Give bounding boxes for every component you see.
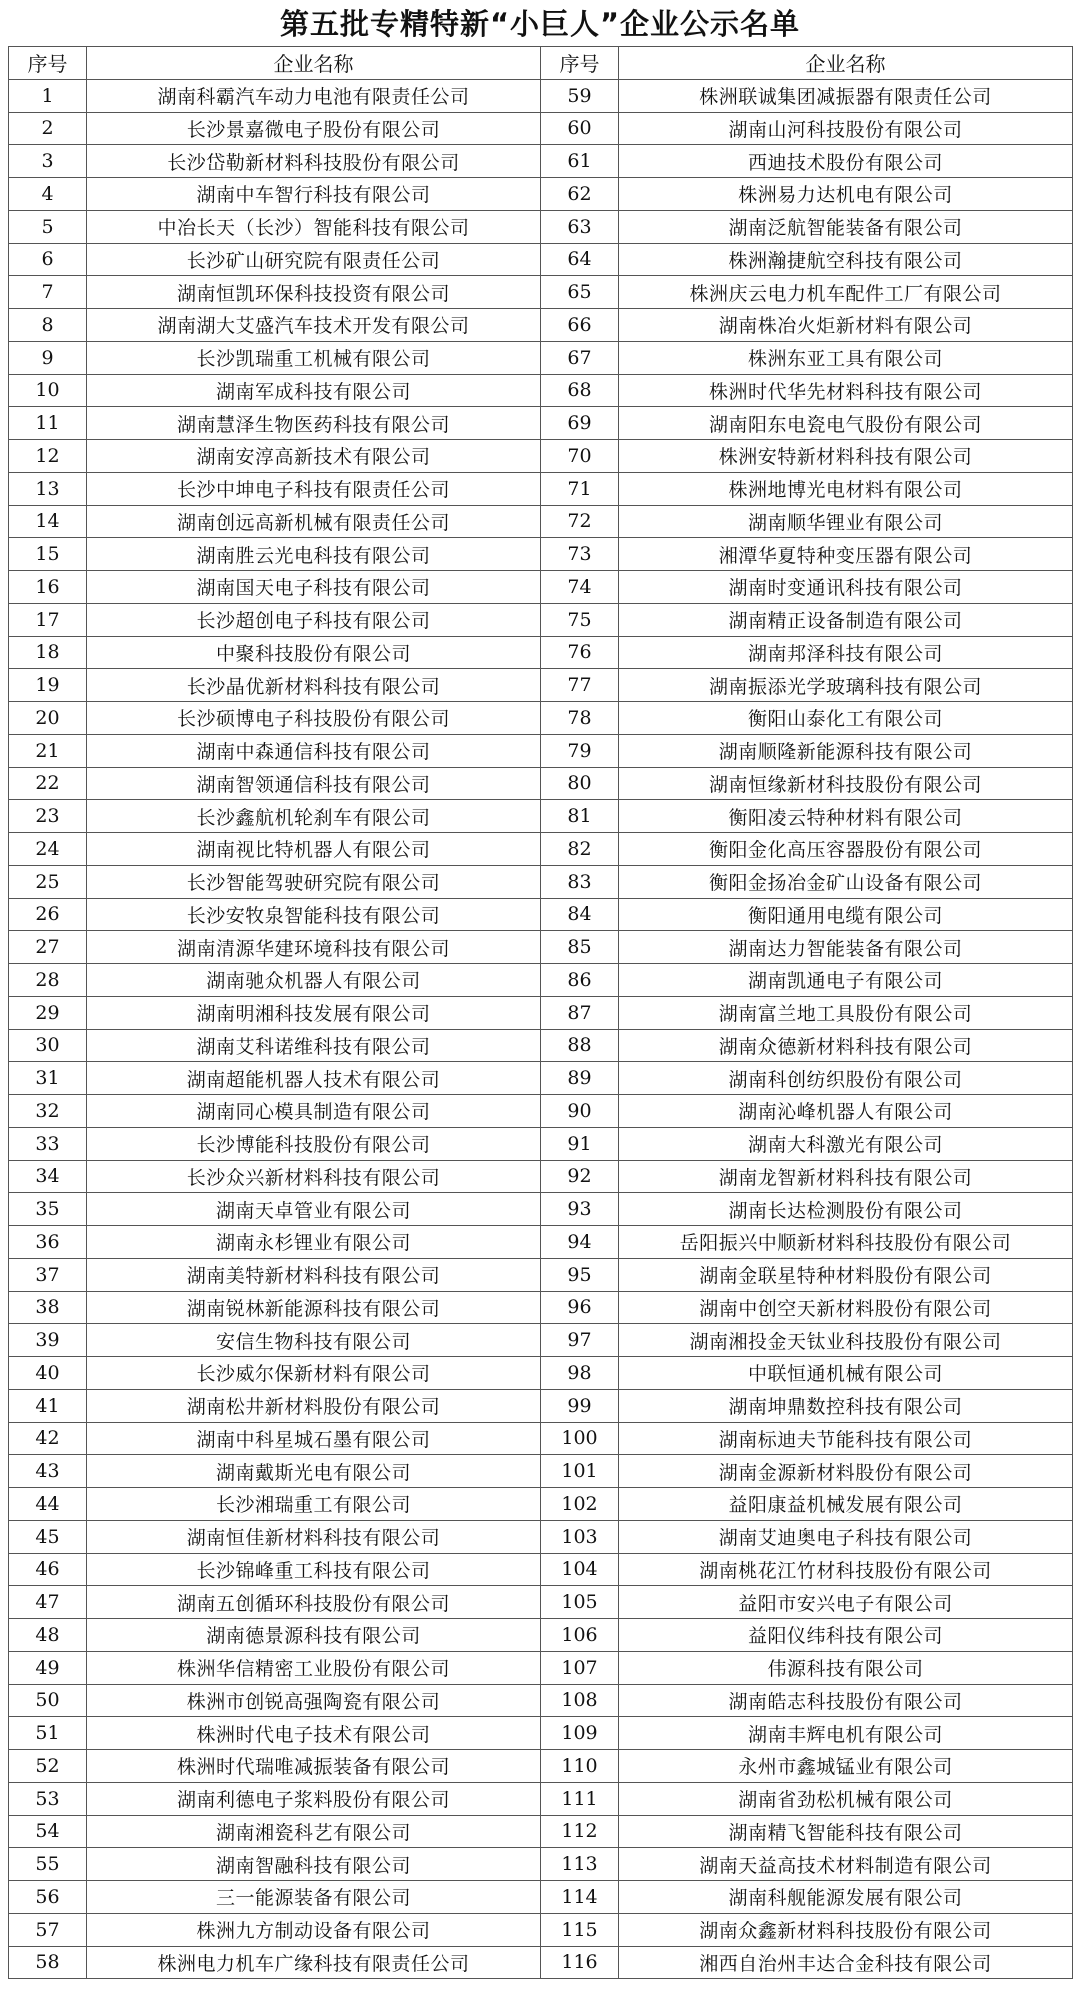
row-left-index: 19 (9, 669, 87, 702)
header-right-name: 企业名称 (619, 47, 1073, 80)
row-left-index: 12 (9, 440, 87, 473)
row-right-company-name: 中联恒通机械有限公司 (619, 1357, 1073, 1390)
row-left-company-name: 株洲市创锐高强陶瓷有限公司 (87, 1684, 541, 1717)
row-left-index: 15 (9, 538, 87, 571)
row-right-index: 115 (541, 1913, 619, 1946)
row-left-index: 10 (9, 374, 87, 407)
row-right-index: 116 (541, 1946, 619, 1979)
row-right-index: 101 (541, 1455, 619, 1488)
row-right-index: 71 (541, 472, 619, 505)
row-left-company-name: 长沙凯瑞重工机械有限公司 (87, 341, 541, 374)
row-left-index: 21 (9, 734, 87, 767)
row-left-company-name: 株洲时代瑞唯减振装备有限公司 (87, 1750, 541, 1783)
row-right-company-name: 湖南天益高技术材料制造有限公司 (619, 1848, 1073, 1881)
row-right-company-name: 湖南坤鼎数控科技有限公司 (619, 1389, 1073, 1422)
row-right-company-name: 湖南邦泽科技有限公司 (619, 636, 1073, 669)
row-left-index: 3 (9, 145, 87, 178)
row-left-index: 6 (9, 243, 87, 276)
row-right-company-name: 湖南泛航智能装备有限公司 (619, 210, 1073, 243)
row-left-company-name: 三一能源装备有限公司 (87, 1881, 541, 1914)
row-right-company-name: 湖南标迪夫节能科技有限公司 (619, 1422, 1073, 1455)
row-left-company-name: 长沙智能驾驶研究院有限公司 (87, 865, 541, 898)
row-left-index: 14 (9, 505, 87, 538)
row-right-company-name: 湖南省劲松机械有限公司 (619, 1782, 1073, 1815)
row-right-index: 88 (541, 1029, 619, 1062)
row-left-company-name: 湖南恒佳新材料科技有限公司 (87, 1520, 541, 1553)
row-left-company-name: 湖南中森通信科技有限公司 (87, 734, 541, 767)
row-left-company-name: 长沙博能科技股份有限公司 (87, 1127, 541, 1160)
row-left-company-name: 湖南胜云光电科技有限公司 (87, 538, 541, 571)
row-right-company-name: 湖南金源新材料股份有限公司 (619, 1455, 1073, 1488)
row-left-company-name: 湖南明湘科技发展有限公司 (87, 996, 541, 1029)
row-right-index: 111 (541, 1782, 619, 1815)
table-row (9, 1946, 1073, 1979)
row-right-company-name: 湖南桃花江竹材科技股份有限公司 (619, 1553, 1073, 1586)
row-left-index: 31 (9, 1062, 87, 1095)
row-left-company-name: 湖南国天电子科技有限公司 (87, 571, 541, 604)
row-left-company-name: 湖南中科星城石墨有限公司 (87, 1422, 541, 1455)
header-right-index: 序号 (541, 47, 619, 80)
row-right-index: 95 (541, 1258, 619, 1291)
row-right-company-name: 衡阳凌云特种材料有限公司 (619, 800, 1073, 833)
table-row (9, 1848, 1073, 1881)
row-left-index: 41 (9, 1389, 87, 1422)
row-right-company-name: 益阳市安兴电子有限公司 (619, 1586, 1073, 1619)
row-right-index: 59 (541, 79, 619, 112)
row-left-company-name: 长沙湘瑞重工有限公司 (87, 1488, 541, 1521)
row-left-company-name: 长沙众兴新材料科技有限公司 (87, 1160, 541, 1193)
row-left-company-name: 湖南军成科技有限公司 (87, 374, 541, 407)
row-right-index: 61 (541, 145, 619, 178)
row-right-company-name: 湖南振添光学玻璃科技有限公司 (619, 669, 1073, 702)
table-row (9, 178, 1073, 211)
row-right-company-name: 衡阳金化高压容器股份有限公司 (619, 833, 1073, 866)
row-right-index: 91 (541, 1127, 619, 1160)
row-left-company-name: 中聚科技股份有限公司 (87, 636, 541, 669)
row-left-index: 11 (9, 407, 87, 440)
table-row (9, 112, 1073, 145)
table-row (9, 505, 1073, 538)
row-left-index: 50 (9, 1684, 87, 1717)
table-row (9, 440, 1073, 473)
row-right-index: 93 (541, 1193, 619, 1226)
table-row (9, 571, 1073, 604)
row-right-company-name: 湖南株冶火炬新材料有限公司 (619, 309, 1073, 342)
row-right-company-name: 株洲易力达机电有限公司 (619, 178, 1073, 211)
table-body (9, 79, 1073, 1979)
row-right-company-name: 湖南达力智能装备有限公司 (619, 931, 1073, 964)
table-row (9, 833, 1073, 866)
table-row (9, 1553, 1073, 1586)
table-row (9, 636, 1073, 669)
row-left-index: 34 (9, 1160, 87, 1193)
row-left-index: 5 (9, 210, 87, 243)
row-left-index: 44 (9, 1488, 87, 1521)
table-row (9, 1586, 1073, 1619)
table-row (9, 898, 1073, 931)
row-right-company-name: 湖南沁峰机器人有限公司 (619, 1095, 1073, 1128)
row-left-company-name: 湖南恒凯环保科技投资有限公司 (87, 276, 541, 309)
table-header-row (9, 47, 1073, 80)
row-left-company-name: 湖南智领通信科技有限公司 (87, 767, 541, 800)
row-left-index: 27 (9, 931, 87, 964)
table-row (9, 407, 1073, 440)
header-left-index: 序号 (9, 47, 87, 80)
row-right-index: 81 (541, 800, 619, 833)
row-left-index: 33 (9, 1127, 87, 1160)
row-left-company-name: 湖南湘瓷科艺有限公司 (87, 1815, 541, 1848)
table-row (9, 1881, 1073, 1914)
row-right-index: 63 (541, 210, 619, 243)
row-right-index: 60 (541, 112, 619, 145)
row-left-index: 17 (9, 603, 87, 636)
row-right-company-name: 湖南凯通电子有限公司 (619, 964, 1073, 997)
table-row (9, 1520, 1073, 1553)
row-left-index: 47 (9, 1586, 87, 1619)
row-right-index: 65 (541, 276, 619, 309)
row-left-company-name: 湖南科霸汽车动力电池有限责任公司 (87, 79, 541, 112)
row-left-index: 32 (9, 1095, 87, 1128)
table-row (9, 374, 1073, 407)
row-left-company-name: 湖南利德电子浆料股份有限公司 (87, 1782, 541, 1815)
table-row (9, 1422, 1073, 1455)
row-right-index: 78 (541, 702, 619, 735)
row-right-index: 79 (541, 734, 619, 767)
table-row (9, 603, 1073, 636)
row-right-company-name: 湖南大科激光有限公司 (619, 1127, 1073, 1160)
row-right-company-name: 湖南皓志科技股份有限公司 (619, 1684, 1073, 1717)
row-right-index: 105 (541, 1586, 619, 1619)
table-row (9, 1619, 1073, 1652)
row-right-company-name: 湖南顺隆新能源科技有限公司 (619, 734, 1073, 767)
row-left-index: 30 (9, 1029, 87, 1062)
row-right-company-name: 湘潭华夏特种变压器有限公司 (619, 538, 1073, 571)
row-right-index: 84 (541, 898, 619, 931)
row-left-company-name: 湖南美特新材料科技有限公司 (87, 1258, 541, 1291)
row-left-company-name: 长沙矿山研究院有限责任公司 (87, 243, 541, 276)
row-right-index: 68 (541, 374, 619, 407)
row-right-company-name: 湖南恒缘新材科技股份有限公司 (619, 767, 1073, 800)
row-left-index: 4 (9, 178, 87, 211)
row-right-company-name: 株洲安特新材料科技有限公司 (619, 440, 1073, 473)
row-right-company-name: 岳阳振兴中顺新材料科技股份有限公司 (619, 1226, 1073, 1259)
row-right-index: 85 (541, 931, 619, 964)
row-right-index: 80 (541, 767, 619, 800)
row-left-index: 9 (9, 341, 87, 374)
table-row (9, 243, 1073, 276)
row-right-index: 107 (541, 1651, 619, 1684)
table-row (9, 931, 1073, 964)
row-right-index: 100 (541, 1422, 619, 1455)
row-right-index: 69 (541, 407, 619, 440)
row-left-company-name: 长沙硕博电子科技股份有限公司 (87, 702, 541, 735)
row-right-company-name: 株洲庆云电力机车配件工厂有限公司 (619, 276, 1073, 309)
row-right-index: 90 (541, 1095, 619, 1128)
header-left-name: 企业名称 (87, 47, 541, 80)
table-row (9, 1095, 1073, 1128)
row-left-company-name: 长沙威尔保新材料有限公司 (87, 1357, 541, 1390)
row-right-index: 82 (541, 833, 619, 866)
row-left-index: 23 (9, 800, 87, 833)
row-left-index: 57 (9, 1913, 87, 1946)
row-left-index: 46 (9, 1553, 87, 1586)
row-left-index: 52 (9, 1750, 87, 1783)
row-left-company-name: 安信生物科技有限公司 (87, 1324, 541, 1357)
row-right-company-name: 湖南科舰能源发展有限公司 (619, 1881, 1073, 1914)
row-left-index: 8 (9, 309, 87, 342)
row-right-index: 113 (541, 1848, 619, 1881)
row-right-index: 97 (541, 1324, 619, 1357)
row-right-index: 87 (541, 996, 619, 1029)
row-right-company-name: 株洲东亚工具有限公司 (619, 341, 1073, 374)
row-left-company-name: 湖南创远高新机械有限责任公司 (87, 505, 541, 538)
row-right-company-name: 永州市鑫城锰业有限公司 (619, 1750, 1073, 1783)
row-left-company-name: 湖南锐林新能源科技有限公司 (87, 1291, 541, 1324)
row-left-company-name: 株洲时代电子技术有限公司 (87, 1717, 541, 1750)
row-left-company-name: 株洲九方制动设备有限公司 (87, 1913, 541, 1946)
row-right-company-name: 湖南艾迪奥电子科技有限公司 (619, 1520, 1073, 1553)
table-row (9, 341, 1073, 374)
row-right-index: 67 (541, 341, 619, 374)
row-left-company-name: 湖南同心模具制造有限公司 (87, 1095, 541, 1128)
row-right-index: 76 (541, 636, 619, 669)
row-left-index: 43 (9, 1455, 87, 1488)
table-row (9, 669, 1073, 702)
row-right-company-name: 湖南精正设备制造有限公司 (619, 603, 1073, 636)
row-left-index: 2 (9, 112, 87, 145)
row-left-company-name: 湖南艾科诺维科技有限公司 (87, 1029, 541, 1062)
row-right-company-name: 湖南顺华锂业有限公司 (619, 505, 1073, 538)
row-right-company-name: 湖南金联星特种材料股份有限公司 (619, 1258, 1073, 1291)
table-row (9, 1455, 1073, 1488)
row-right-index: 104 (541, 1553, 619, 1586)
row-left-company-name: 湖南松井新材料股份有限公司 (87, 1389, 541, 1422)
table-row (9, 1651, 1073, 1684)
row-left-index: 26 (9, 898, 87, 931)
row-left-index: 37 (9, 1258, 87, 1291)
table-row (9, 767, 1073, 800)
row-right-index: 110 (541, 1750, 619, 1783)
row-left-index: 45 (9, 1520, 87, 1553)
row-left-company-name: 株洲电力机车广缘科技有限责任公司 (87, 1946, 541, 1979)
row-left-company-name: 长沙安牧泉智能科技有限公司 (87, 898, 541, 931)
table-row (9, 145, 1073, 178)
table-row (9, 1324, 1073, 1357)
row-left-index: 25 (9, 865, 87, 898)
row-left-index: 13 (9, 472, 87, 505)
row-left-index: 28 (9, 964, 87, 997)
table-row (9, 1750, 1073, 1783)
row-right-index: 108 (541, 1684, 619, 1717)
row-right-company-name: 益阳康益机械发展有限公司 (619, 1488, 1073, 1521)
row-left-company-name: 湖南中车智行科技有限公司 (87, 178, 541, 211)
row-right-company-name: 湖南山河科技股份有限公司 (619, 112, 1073, 145)
row-right-index: 73 (541, 538, 619, 571)
table-row (9, 1357, 1073, 1390)
row-left-index: 38 (9, 1291, 87, 1324)
table-row (9, 1127, 1073, 1160)
page-title: 第五批专精特新“小巨人”企业公示名单 (279, 7, 801, 41)
row-left-company-name: 长沙中坤电子科技有限责任公司 (87, 472, 541, 505)
row-right-company-name: 衡阳山泰化工有限公司 (619, 702, 1073, 735)
table-row (9, 800, 1073, 833)
row-right-index: 75 (541, 603, 619, 636)
row-right-index: 86 (541, 964, 619, 997)
table-row (9, 1782, 1073, 1815)
row-right-index: 72 (541, 505, 619, 538)
row-right-company-name: 湖南长达检测股份有限公司 (619, 1193, 1073, 1226)
row-left-company-name: 湖南智融科技有限公司 (87, 1848, 541, 1881)
row-left-company-name: 湖南超能机器人技术有限公司 (87, 1062, 541, 1095)
row-left-company-name: 湖南清源华建环境科技有限公司 (87, 931, 541, 964)
row-right-index: 66 (541, 309, 619, 342)
table-row (9, 1389, 1073, 1422)
row-right-company-name: 湖南阳东电瓷电气股份有限公司 (619, 407, 1073, 440)
table-row (9, 1062, 1073, 1095)
row-left-index: 39 (9, 1324, 87, 1357)
row-right-index: 83 (541, 865, 619, 898)
row-right-index: 64 (541, 243, 619, 276)
table-row (9, 1160, 1073, 1193)
row-left-company-name: 长沙超创电子科技有限公司 (87, 603, 541, 636)
row-left-index: 1 (9, 79, 87, 112)
table-row (9, 210, 1073, 243)
row-right-index: 70 (541, 440, 619, 473)
row-right-company-name: 衡阳通用电缆有限公司 (619, 898, 1073, 931)
table-row (9, 538, 1073, 571)
row-left-company-name: 长沙锦峰重工科技有限公司 (87, 1553, 541, 1586)
row-right-company-name: 湘西自治州丰达合金科技有限公司 (619, 1946, 1073, 1979)
row-right-index: 103 (541, 1520, 619, 1553)
table-row (9, 964, 1073, 997)
row-right-company-name: 株洲联诚集团减振器有限责任公司 (619, 79, 1073, 112)
table-row (9, 1913, 1073, 1946)
row-left-company-name: 长沙景嘉微电子股份有限公司 (87, 112, 541, 145)
row-left-index: 22 (9, 767, 87, 800)
row-left-index: 56 (9, 1881, 87, 1914)
row-right-company-name: 湖南科创纺织股份有限公司 (619, 1062, 1073, 1095)
row-right-company-name: 湖南龙智新材料科技有限公司 (619, 1160, 1073, 1193)
row-left-company-name: 湖南天卓管业有限公司 (87, 1193, 541, 1226)
table-row (9, 1258, 1073, 1291)
table-row (9, 472, 1073, 505)
row-left-index: 24 (9, 833, 87, 866)
row-right-company-name: 西迪技术股份有限公司 (619, 145, 1073, 178)
row-left-company-name: 湖南湖大艾盛汽车技术开发有限公司 (87, 309, 541, 342)
row-right-index: 92 (541, 1160, 619, 1193)
row-left-company-name: 湖南德景源科技有限公司 (87, 1619, 541, 1652)
row-left-index: 55 (9, 1848, 87, 1881)
row-left-index: 16 (9, 571, 87, 604)
row-right-index: 98 (541, 1357, 619, 1390)
row-right-index: 102 (541, 1488, 619, 1521)
row-left-company-name: 株洲华信精密工业股份有限公司 (87, 1651, 541, 1684)
row-right-company-name: 伟源科技有限公司 (619, 1651, 1073, 1684)
table-row (9, 1488, 1073, 1521)
row-right-company-name: 衡阳金扬冶金矿山设备有限公司 (619, 865, 1073, 898)
row-right-company-name: 湖南众德新材料科技有限公司 (619, 1029, 1073, 1062)
table-row (9, 79, 1073, 112)
table-row (9, 702, 1073, 735)
table-row (9, 1815, 1073, 1848)
row-right-index: 62 (541, 178, 619, 211)
row-right-index: 112 (541, 1815, 619, 1848)
row-left-company-name: 湖南驰众机器人有限公司 (87, 964, 541, 997)
row-left-company-name: 湖南五创循环科技股份有限公司 (87, 1586, 541, 1619)
row-right-company-name: 湖南富兰地工具股份有限公司 (619, 996, 1073, 1029)
row-right-company-name: 湖南时变通讯科技有限公司 (619, 571, 1073, 604)
row-right-index: 106 (541, 1619, 619, 1652)
row-right-company-name: 湖南湘投金天钛业科技股份有限公司 (619, 1324, 1073, 1357)
row-left-company-name: 长沙鑫航机轮刹车有限公司 (87, 800, 541, 833)
row-right-index: 114 (541, 1881, 619, 1914)
table-row (9, 276, 1073, 309)
row-left-index: 51 (9, 1717, 87, 1750)
row-left-index: 42 (9, 1422, 87, 1455)
row-right-index: 77 (541, 669, 619, 702)
row-right-index: 109 (541, 1717, 619, 1750)
table-row (9, 1291, 1073, 1324)
row-right-company-name: 湖南中创空天新材料股份有限公司 (619, 1291, 1073, 1324)
table-row (9, 734, 1073, 767)
row-left-company-name: 湖南慧泽生物医药科技有限公司 (87, 407, 541, 440)
row-right-company-name: 湖南丰辉电机有限公司 (619, 1717, 1073, 1750)
company-list-table (8, 46, 1073, 1979)
table-row (9, 1193, 1073, 1226)
row-left-index: 58 (9, 1946, 87, 1979)
row-right-company-name: 株洲时代华先材料科技有限公司 (619, 374, 1073, 407)
row-left-company-name: 长沙晶优新材料科技有限公司 (87, 669, 541, 702)
table-row (9, 1226, 1073, 1259)
table-row (9, 1684, 1073, 1717)
table-row (9, 309, 1073, 342)
row-left-index: 35 (9, 1193, 87, 1226)
row-right-index: 94 (541, 1226, 619, 1259)
table-row (9, 1029, 1073, 1062)
row-left-index: 54 (9, 1815, 87, 1848)
row-left-index: 36 (9, 1226, 87, 1259)
row-left-company-name: 长沙岱勒新材料科技股份有限公司 (87, 145, 541, 178)
row-left-index: 18 (9, 636, 87, 669)
row-right-company-name: 湖南精飞智能科技有限公司 (619, 1815, 1073, 1848)
row-left-company-name: 湖南戴斯光电有限公司 (87, 1455, 541, 1488)
row-right-company-name: 益阳仪纬科技有限公司 (619, 1619, 1073, 1652)
row-left-index: 29 (9, 996, 87, 1029)
row-left-company-name: 中冶长天（长沙）智能科技有限公司 (87, 210, 541, 243)
row-left-index: 53 (9, 1782, 87, 1815)
row-left-index: 40 (9, 1357, 87, 1390)
row-left-company-name: 湖南安淳高新技术有限公司 (87, 440, 541, 473)
table-row (9, 865, 1073, 898)
row-right-index: 99 (541, 1389, 619, 1422)
row-right-index: 89 (541, 1062, 619, 1095)
row-left-company-name: 湖南视比特机器人有限公司 (87, 833, 541, 866)
row-left-index: 48 (9, 1619, 87, 1652)
row-right-index: 74 (541, 571, 619, 604)
row-right-company-name: 湖南众鑫新材料科技股份有限公司 (619, 1913, 1073, 1946)
row-right-index: 96 (541, 1291, 619, 1324)
row-left-company-name: 湖南永杉锂业有限公司 (87, 1226, 541, 1259)
row-right-company-name: 株洲瀚捷航空科技有限公司 (619, 243, 1073, 276)
table-row (9, 1717, 1073, 1750)
row-left-index: 7 (9, 276, 87, 309)
row-right-company-name: 株洲地博光电材料有限公司 (619, 472, 1073, 505)
row-left-index: 20 (9, 702, 87, 735)
table-row (9, 996, 1073, 1029)
row-left-index: 49 (9, 1651, 87, 1684)
